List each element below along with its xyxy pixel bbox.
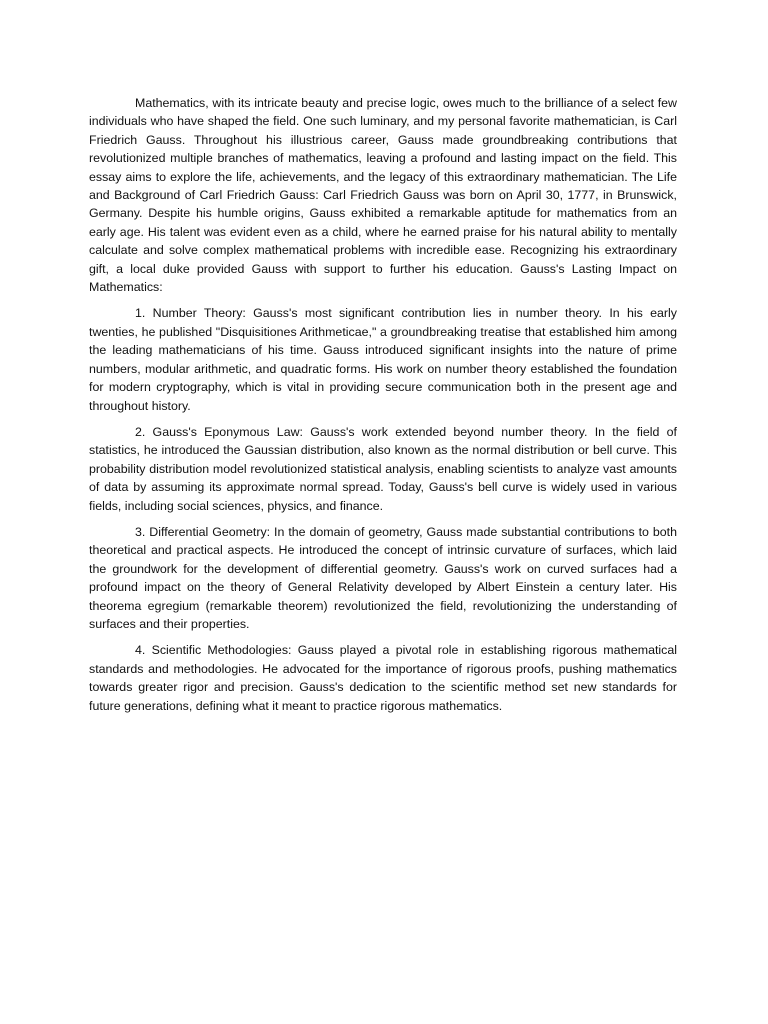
number-theory-paragraph: 1. Number Theory: Gauss's most significant contribution lies in number theory. In his early twenties, he published "Disquisitiones Arithmeticae," a groundbreaking treatise that established him among the leading mathematicians of his time. Gauss introduced significant insights into the nature of prime numbers, modular arithmetic, and quadratic forms. His work on number theory established the foundation for modern cryptography, which is vital in providing secure communication both in the present age and throughout history.	[89, 306, 677, 413]
intro-paragraph: Mathematics, with its intricate beauty and precise logic, owes much to the brilliance of a select few individuals who have shaped the field. One such luminary, and my personal favorite mathematician, is Carl Friedrich Gauss. Throughout his illustrious career, Gauss made groundbreaking contributions that revolutionized multiple branches of mathematics, leaving a profound and lasting impact on the field. This essay aims to explore the life, achievements, and the legacy of this extraordinary mathematician. The Life and Background of Carl Friedrich Gauss: Carl Friedrich Gauss was born on April 30, 1777, in Brunswick, Germany. Despite his humble origins, Gauss exhibited a remarkable aptitude for mathematics from an early age. His talent was evident even as a child, where he earned praise for his natural ability to mentally calculate and solve complex mathematical problems with incredible ease. Recognizing his extraordinary gift, a local duke provided Gauss with support to further his education. Gauss's Lasting Impact on Mathematics:	[89, 96, 677, 295]
eponymous-law-paragraph: 2. Gauss's Eponymous Law: Gauss's work extended beyond number theory. In the field of statistics, he introduced the Gaussian distribution, also known as the normal distribution or bell curve. This probability distribution model revolutionized statistical analysis, enabling scientists to analyze vast amounts of data by assuming its approximate normal spread. Today, Gauss's bell curve is widely used in various fields, including social sciences, physics, and finance.	[89, 424, 677, 513]
scientific-methodologies-paragraph: 4. Scientific Methodologies: Gauss played a pivotal role in establishing rigorous mathematical standards and methodologies. He advocated for the importance of rigorous proofs, pushing mathematics towards greater rigor and precision. Gauss's dedication to the scientific method set new standards for future generations, defining what it meant to practice rigorous mathematics.	[89, 643, 677, 713]
document-body	[89, 94, 677, 723]
differential-geometry-paragraph: 3. Differential Geometry: In the domain of geometry, Gauss made substantial contributions to both theoretical and practical aspects. He introduced the concept of intrinsic curvature of surfaces, which laid the groundwork for the development of differential geometry. Gauss's work on curved surfaces had a profound impact on the theory of General Relativity developed by Albert Einstein a century later. His theorema egregium (remarkable theorem) revolutionized the field, revolutionizing the understanding of surfaces and their properties.	[89, 524, 677, 631]
